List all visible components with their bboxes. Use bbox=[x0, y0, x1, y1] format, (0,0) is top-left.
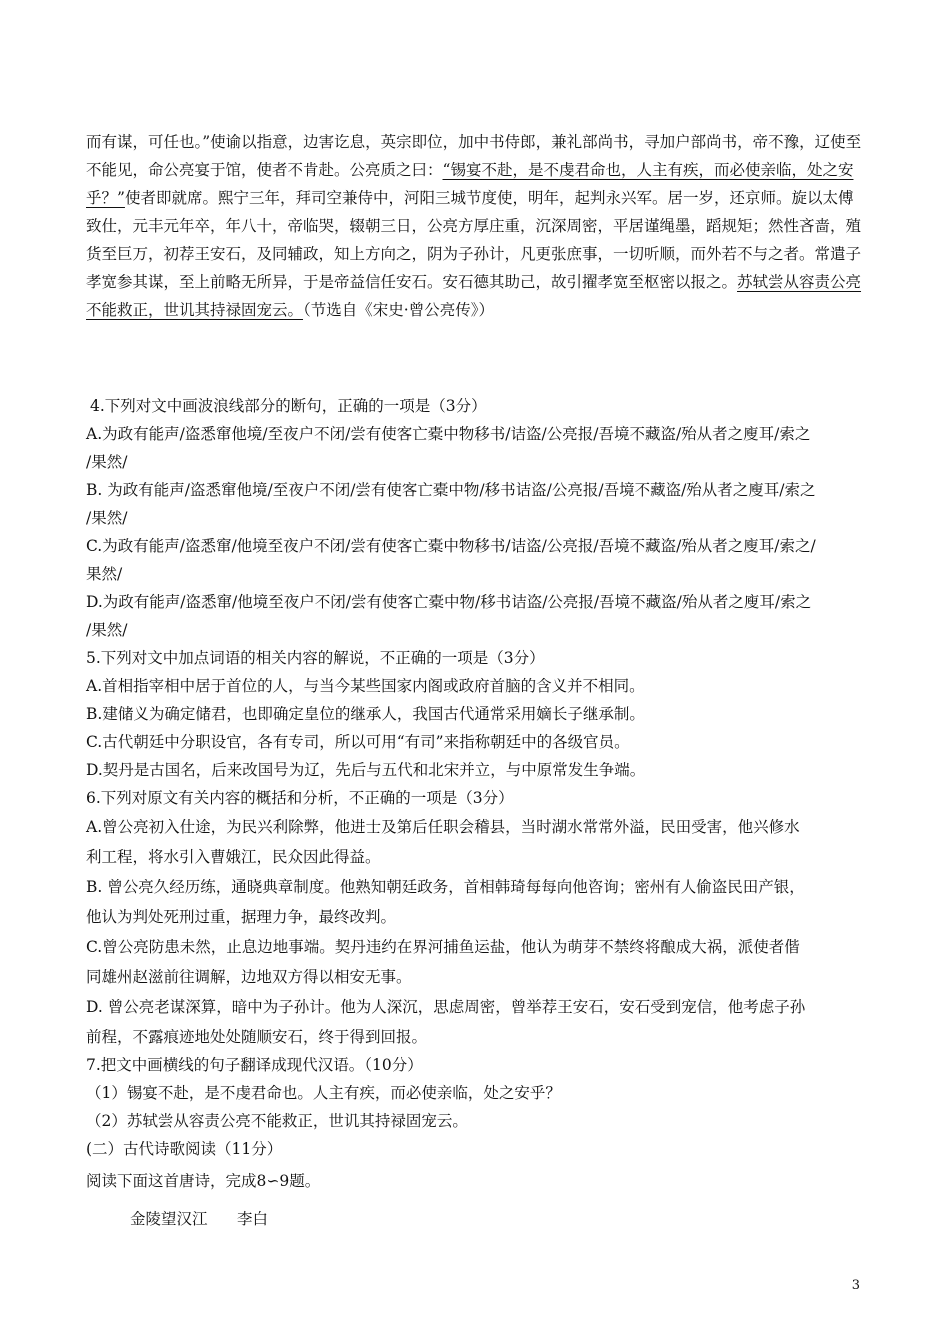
q7-sentence-2: （2）苏轼尝从容责公亮不能救正，世讥其持禄固宠云。 bbox=[86, 1112, 468, 1130]
q5-option-c: C.古代朝廷中分职设官，各有专司，所以可用“有司”来指称朝廷中的各级官员。 bbox=[86, 733, 630, 751]
q6-option-d: D. 曾公亮老谋深算，暗中为子孙计。他为人深沉，思虑周密，曾举荐王安石，安石受到宠信，他考虑子孙 bbox=[86, 998, 806, 1016]
question-7-stem: 7.把文中画横线的句子翻译成现代汉语。（10分） bbox=[86, 1056, 423, 1074]
question-6-stem: 6.下列对原文有关内容的概括和分析，不正确的一项是（3分） bbox=[86, 789, 514, 807]
q6-option-a: A.曾公亮初入仕途，为民兴利除弊，他进士及第后任职会稽县，当时湖水常常外溢，民田受害，他兴修水 bbox=[86, 818, 800, 836]
underlined-sentence-2: 苏轼尝从容责公亮不能救正，世讥其持禄固宠云。 bbox=[86, 273, 862, 319]
q6-option-b: B. 曾公亮久经历练，通晓典章制度。他熟知朝廷政务，首相韩琦每每向他咨询；密州有人偷盗民田产银， bbox=[86, 878, 805, 896]
q5-option-b: B.建储义为确定储君，也即确定皇位的继承人，我国古代通常采用嫡长子继承制。 bbox=[86, 705, 645, 723]
q4-option-c-cont: 果然/ bbox=[86, 565, 123, 583]
q4-option-d: D.为政有能声/盗悉窜/他境至夜户不闭/尝有使客亡橐中物/移书诘盗/公亮报/吾境不藏盗/殆从者之廋耳/索之 bbox=[86, 593, 812, 611]
q5-option-a: A.首相指宰相中居于首位的人，与当今某些国家内阁或政府首脑的含义并不相同。 bbox=[86, 677, 645, 695]
q4-option-a: A.为政有能声/盗悉窜他境/至夜户不闭/尝有使客亡橐中物移书/诘盗/公亮报/吾境不藏盗/殆从者之廋耳/索之 bbox=[86, 425, 811, 443]
q6-option-d-cont: 前程，不露痕迹地处处随顺安石，终于得到回报。 bbox=[86, 1028, 428, 1046]
q4-option-b-cont: /果然/ bbox=[86, 509, 128, 527]
poem-title-author: 金陵望汉江 李白 bbox=[130, 1210, 269, 1228]
q4-option-d-cont: /果然/ bbox=[86, 621, 128, 639]
passage-source: （节选自《宋史·曾公亮传》） bbox=[303, 301, 494, 319]
section-heading-poetry: (二）古代诗歌阅读（11分） bbox=[86, 1140, 283, 1158]
q7-sentence-1: （1）锡宴不赴，是不虔君命也。人主有疾，而必使亲临，处之安乎？ bbox=[86, 1084, 561, 1102]
q6-option-c-cont: 同雄州赵滋前往调解，边地双方得以相安无事。 bbox=[86, 968, 412, 986]
passage-paragraph bbox=[86, 128, 866, 324]
underlined-sentence-1: “锡宴不赴，是不虔君命也，人主有疾，而必使亲临，处之安乎？” bbox=[86, 161, 854, 207]
passage-text-2: 使者即就席。熙宁三年，拜司空兼侍中，河阳三城节度使，明年，起判永兴军。居一岁，还京师。旋以太傅致仕，元丰元年卒，年八十，帝临哭，辍朝三日，公亮方厚庄重，沉深周密，平居谨绳墨，蹈规矩；然性吝啬，殖货至巨万，初荐王安石，及同辅政，知上方向之，阴为子孙计，凡更张庶事，一切听顺，而外若不与之者。常遣子孝宽参其谋，至上前略无所异，于是帝益信任安石。安石德其助己，故引擢孝宽至枢密以报之。 bbox=[86, 189, 862, 291]
page-number: 3 bbox=[851, 1278, 860, 1293]
q6-option-c: C.曾公亮防患未然，止息边地事端。契丹违约在界河捕鱼运盐，他认为萌芽不禁终将酿成大祸，派使者偕 bbox=[86, 938, 800, 956]
passage-text-1: 而有谋，可任也。”使谕以指意，边害讫息，英宗即位，加中书侍郎，兼礼部尚书，寻加户部尚书，帝不豫，辽使至不能见，命公亮宴于馆，使者不肯赴。公亮质之曰： bbox=[86, 133, 862, 179]
q6-option-a-cont: 利工程，将水引入曹娥江，民众因此得益。 bbox=[86, 848, 381, 866]
question-5-stem: 5.下列对文中加点词语的相关内容的解说，不正确的一项是（3分） bbox=[86, 649, 545, 667]
q5-option-d: D.契丹是古国名，后来改国号为辽，先后与五代和北宋并立，与中原常发生争端。 bbox=[86, 761, 646, 779]
question-4-stem: 4.下列对文中画波浪线部分的断句，正确的一项是（3分） bbox=[90, 397, 487, 415]
q6-option-b-cont: 他认为判处死刑过重，据理力争，最终改判。 bbox=[86, 908, 397, 926]
q4-option-b: B. 为政有能声/盗悉窜他境/至夜户不闭/尝有使客亡橐中物/移书诘盗/公亮报/吾境不藏盗/殆从者之廋耳/索之 bbox=[86, 481, 816, 499]
q4-option-a-cont: /果然/ bbox=[86, 453, 128, 471]
poetry-instruction: 阅读下面这首唐诗，完成8∽9题。 bbox=[86, 1172, 321, 1190]
q4-option-c: C.为政有能声/盗悉窜/他境至夜户不闭/尝有使客亡橐中物移书/诘盗/公亮报/吾境不藏盗/殆从者之廋耳/索之/ bbox=[86, 537, 816, 555]
